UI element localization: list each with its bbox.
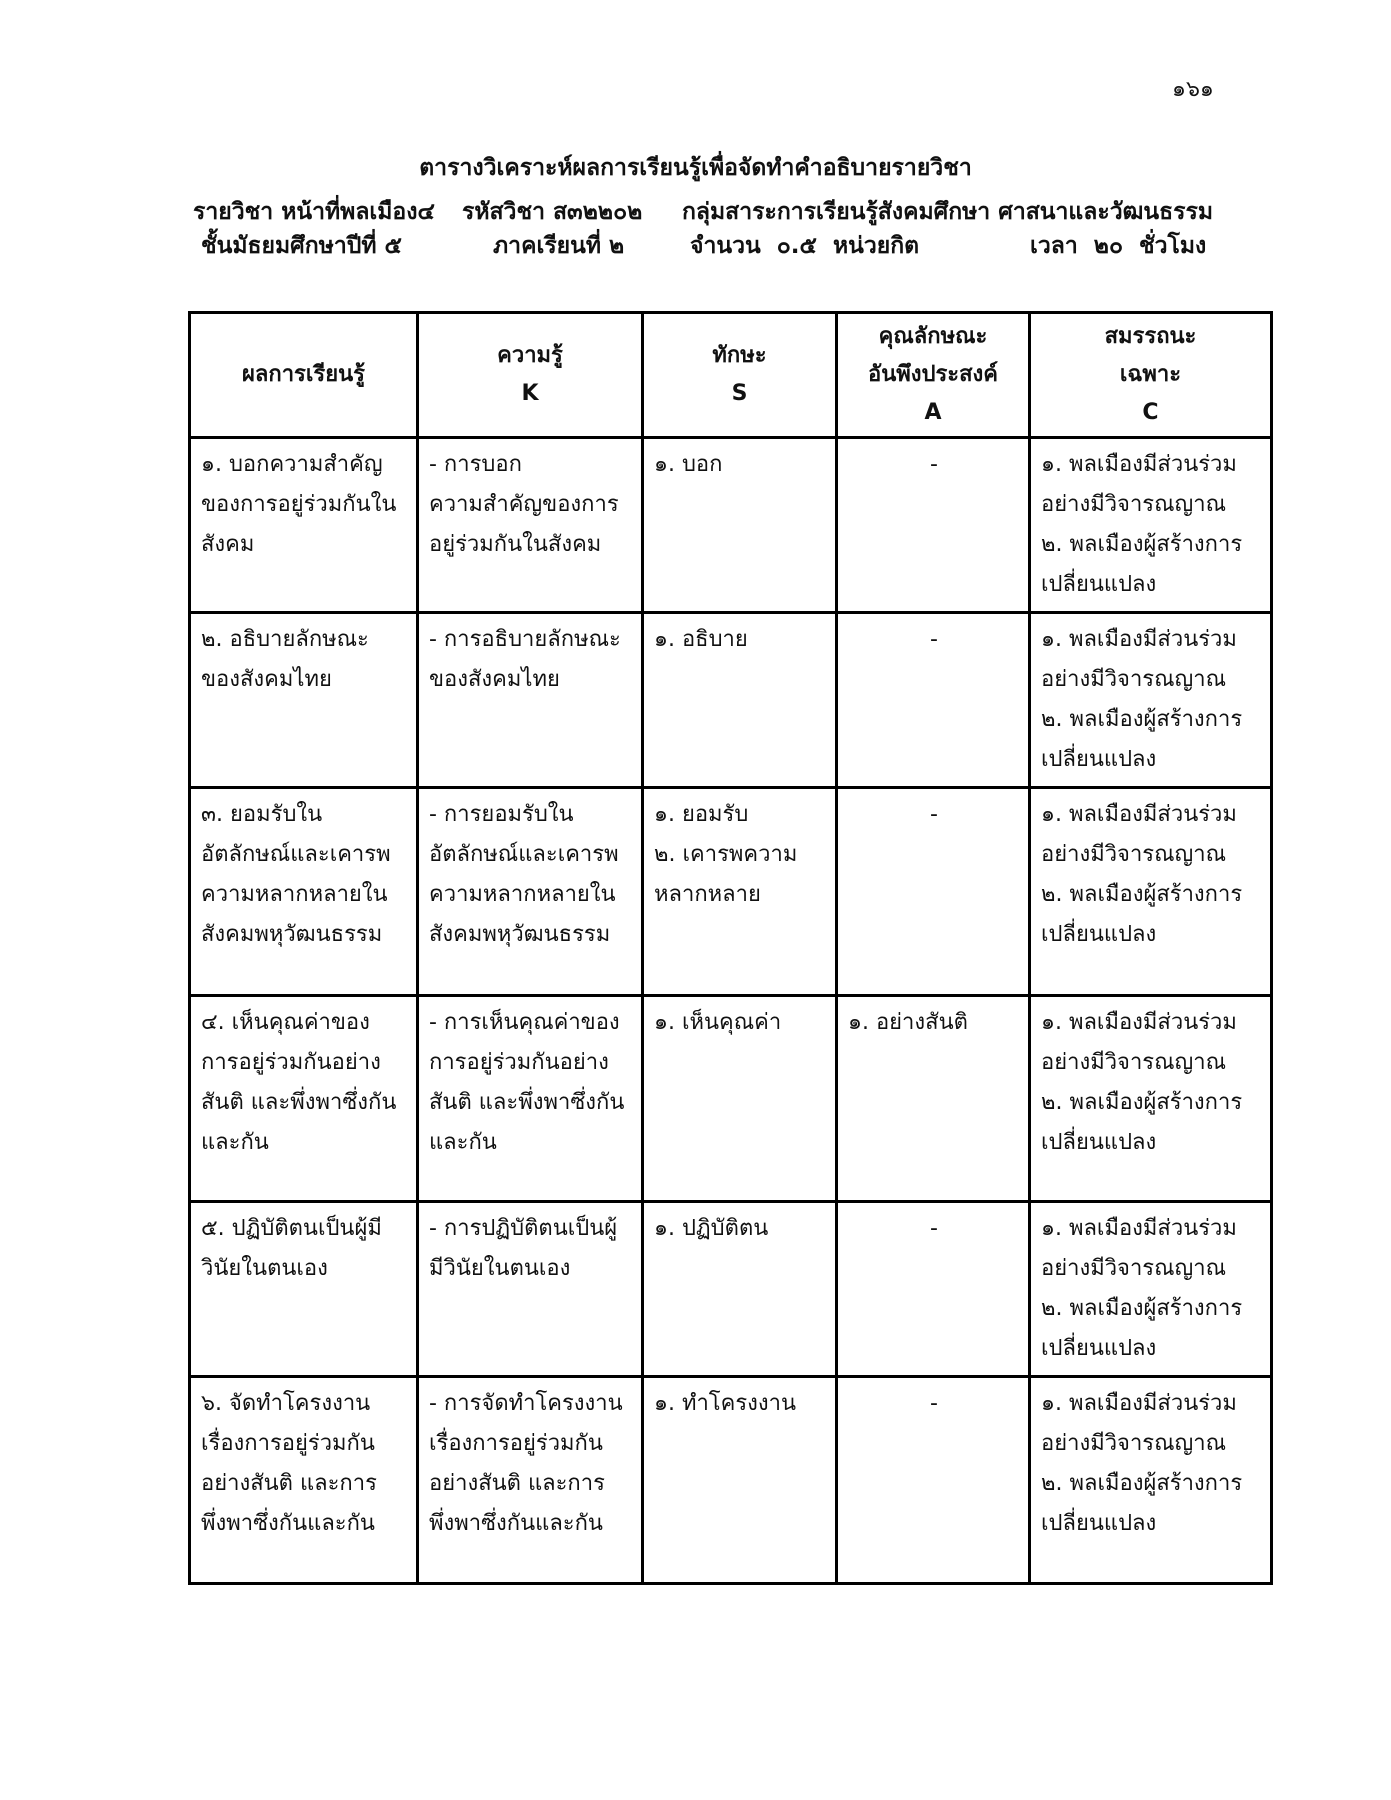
cell-text-line: อยู่ร่วมกันในสังคม — [429, 532, 602, 557]
cell-text-line: ๑. บอกความสำคัญ — [201, 452, 383, 477]
column-header-skill — [643, 313, 837, 438]
cell-text-line: ๑. เห็นคุณค่า — [654, 1010, 782, 1035]
cell-text-line: ๑. ปฏิบัติตน — [654, 1216, 769, 1241]
cell-text-line: อย่างมีวิจารณญาณ — [1041, 1050, 1227, 1075]
table-row — [190, 613, 1272, 788]
cell-text-line: เรื่องการอยู่ร่วมกัน — [429, 1431, 603, 1456]
cell-text-line: ผลการเรียนรู้ — [242, 362, 365, 387]
cell-text-line: ของการอยู่ร่วมกันใน — [201, 492, 397, 517]
cell-text-line: ๑. อธิบาย — [654, 627, 748, 652]
cell-text-line: พึ่งพาซึ่งกันและกัน — [429, 1511, 603, 1536]
cell-text-line: ความหลากหลายใน — [201, 882, 388, 907]
cell-text-line: ๑. ยอมรับ — [654, 802, 749, 827]
table-row — [190, 788, 1272, 996]
cell-text-line: - การอธิบายลักษณะ — [429, 627, 621, 652]
cell-text-line: ๒. พลเมืองผู้สร้างการ — [1041, 707, 1243, 732]
attribute-cell — [837, 438, 1030, 613]
outcome-cell — [190, 788, 418, 996]
cell-text-line: ๒. พลเมืองผู้สร้างการ — [1041, 532, 1243, 557]
cell-text-line: อย่างมีวิจารณญาณ — [1041, 1431, 1227, 1456]
grade-level: ชั้นมัธยมศึกษาปีที่ ๕ — [201, 233, 402, 259]
outcome-cell — [190, 438, 418, 613]
cell-text-line: อย่างสันติ และการ — [201, 1471, 377, 1496]
cell-text-line: ๑. พลเมืองมีส่วนร่วม — [1041, 452, 1237, 477]
cell-text-line: ๓. ยอมรับใน — [201, 802, 323, 827]
cell-text-line: อย่างมีวิจารณญาณ — [1041, 492, 1227, 517]
table-header-row — [190, 313, 1272, 438]
cell-text-line: อันพึงประสงค์ — [868, 362, 998, 387]
competency-cell — [1030, 438, 1272, 613]
cell-text-line: ทักษะ — [712, 343, 767, 368]
skill-cell — [643, 996, 837, 1202]
cell-text-line: คุณลักษณะ — [878, 324, 988, 349]
cell-text-line: พึ่งพาซึ่งกันและกัน — [201, 1511, 375, 1536]
attribute-cell — [837, 613, 1030, 788]
cell-text-line: ๕. ปฏิบัติตนเป็นผู้มี — [201, 1216, 382, 1241]
cell-text-line: การอยู่ร่วมกันอย่าง — [201, 1050, 381, 1075]
cell-text-line: เปลี่ยนแปลง — [1041, 1511, 1157, 1536]
cell-text-line: ของสังคมไทย — [429, 667, 560, 692]
cell-text-line: สังคมพหุวัฒนธรรม — [429, 922, 611, 947]
knowledge-cell — [418, 613, 643, 788]
cell-text-line: ๑. พลเมืองมีส่วนร่วม — [1041, 1216, 1237, 1241]
skill-cell — [643, 438, 837, 613]
attribute-cell — [837, 996, 1030, 1202]
cell-text-line: - การยอมรับใน — [429, 802, 574, 827]
cell-text-line: ๖. จัดทำโครงงาน — [201, 1391, 371, 1416]
semester: ภาคเรียนที่ ๒ — [493, 233, 625, 259]
cell-text-line: ๑. อย่างสันติ — [848, 1010, 968, 1035]
cell-text-line: อย่างมีวิจารณญาณ — [1041, 842, 1227, 867]
table-row — [190, 1377, 1272, 1584]
cell-text-line: ๒. พลเมืองผู้สร้างการ — [1041, 882, 1243, 907]
hours: เวลา ๒๐ ชั่วโมง — [1030, 233, 1207, 259]
cell-text-line: ๒. พลเมืองผู้สร้างการ — [1041, 1296, 1243, 1321]
cell-text-line: C — [1142, 400, 1159, 425]
cell-text-line: เฉพาะ — [1119, 362, 1182, 387]
subject-name: รายวิชา หน้าที่พลเมือง๔ — [193, 199, 435, 225]
cell-text-line: มีวินัยในตนเอง — [429, 1256, 571, 1281]
cell-text-line: ๑. พลเมืองมีส่วนร่วม — [1041, 1391, 1237, 1416]
knowledge-cell — [418, 1377, 643, 1584]
knowledge-cell — [418, 438, 643, 613]
cell-text-line: เรื่องการอยู่ร่วมกัน — [201, 1431, 375, 1456]
competency-cell — [1030, 1377, 1272, 1584]
cell-text-line: เปลี่ยนแปลง — [1041, 747, 1157, 772]
column-header-knowledge — [418, 313, 643, 438]
cell-text-line: อัตลักษณ์และเคารพ — [429, 842, 619, 867]
cell-text-line: - — [930, 627, 938, 652]
column-header-outcome — [190, 313, 418, 438]
cell-text-line: อย่างมีวิจารณญาณ — [1041, 667, 1227, 692]
cell-text-line: สันติ และพึ่งพาซึ่งกัน — [429, 1090, 625, 1115]
cell-text-line: เปลี่ยนแปลง — [1041, 572, 1157, 597]
cell-text-line: - การปฏิบัติตนเป็นผู้ — [429, 1216, 618, 1241]
knowledge-cell — [418, 788, 643, 996]
table-row — [190, 996, 1272, 1202]
competency-cell — [1030, 996, 1272, 1202]
cell-text-line: วินัยในตนเอง — [201, 1256, 328, 1281]
cell-text-line: - — [930, 1216, 938, 1241]
cell-text-line: - การบอก — [429, 452, 522, 477]
cell-text-line: ความสำคัญของการ — [429, 492, 619, 517]
cell-text-line: เปลี่ยนแปลง — [1041, 922, 1157, 947]
competency-cell — [1030, 1202, 1272, 1377]
skill-cell — [643, 788, 837, 996]
cell-text-line: - — [930, 452, 938, 477]
cell-text-line: อย่างมีวิจารณญาณ — [1041, 1256, 1227, 1281]
table-row — [190, 438, 1272, 613]
cell-text-line: - การจัดทำโครงงาน — [429, 1391, 623, 1416]
cell-text-line: เปลี่ยนแปลง — [1041, 1336, 1157, 1361]
cell-text-line: S — [731, 381, 748, 406]
learning-outcome-analysis-table — [188, 311, 1273, 1585]
attribute-cell — [837, 1202, 1030, 1377]
learning-area: กลุ่มสาระการเรียนรู้สังคมศึกษา ศาสนาและวัฒนธรรม — [682, 199, 1214, 225]
cell-text-line: ความรู้ — [497, 343, 563, 368]
competency-cell — [1030, 788, 1272, 996]
cell-text-line: ความหลากหลายใน — [429, 882, 616, 907]
outcome-cell — [190, 613, 418, 788]
outcome-cell — [190, 996, 418, 1202]
cell-text-line: ๑. บอก — [654, 452, 723, 477]
skill-cell — [643, 1202, 837, 1377]
cell-text-line: สมรรถนะ — [1104, 324, 1197, 349]
competency-cell — [1030, 613, 1272, 788]
cell-text-line: ๑. พลเมืองมีส่วนร่วม — [1041, 627, 1237, 652]
column-header-attribute — [837, 313, 1030, 438]
cell-text-line: A — [924, 400, 942, 425]
cell-text-line: ๑. พลเมืองมีส่วนร่วม — [1041, 1010, 1237, 1035]
knowledge-cell — [418, 1202, 643, 1377]
cell-text-line: ๔. เห็นคุณค่าของ — [201, 1010, 370, 1035]
knowledge-cell — [418, 996, 643, 1202]
cell-text-line: สังคมพหุวัฒนธรรม — [201, 922, 383, 947]
cell-text-line: K — [521, 381, 539, 406]
cell-text-line: - — [930, 802, 938, 827]
credits: จำนวน ๐.๕ หน่วยกิต — [690, 233, 920, 259]
cell-text-line: ๒. เคารพความ — [654, 842, 798, 867]
column-header-competency — [1030, 313, 1272, 438]
cell-text-line: สันติ และพึ่งพาซึ่งกัน — [201, 1090, 397, 1115]
cell-text-line: หลากหลาย — [654, 882, 761, 907]
document-title: ตารางวิเคราะห์ผลการเรียนรู้เพื่อจัดทำคำอธิบายรายวิชา — [419, 155, 972, 181]
cell-text-line: ของสังคมไทย — [201, 667, 332, 692]
cell-text-line: เปลี่ยนแปลง — [1041, 1130, 1157, 1155]
cell-text-line: ๒. พลเมืองผู้สร้างการ — [1041, 1471, 1243, 1496]
skill-cell — [643, 613, 837, 788]
cell-text-line: - — [930, 1391, 938, 1416]
cell-text-line: - การเห็นคุณค่าของ — [429, 1010, 620, 1035]
cell-text-line: การอยู่ร่วมกันอย่าง — [429, 1050, 609, 1075]
cell-text-line: และกัน — [429, 1130, 497, 1155]
attribute-cell — [837, 788, 1030, 996]
cell-text-line: ๑. ทำโครงงาน — [654, 1391, 797, 1416]
table-row — [190, 1202, 1272, 1377]
cell-text-line: ๑. พลเมืองมีส่วนร่วม — [1041, 802, 1237, 827]
outcome-cell — [190, 1202, 418, 1377]
skill-cell — [643, 1377, 837, 1584]
page-number: ๑๖๑ — [1172, 77, 1214, 102]
attribute-cell — [837, 1377, 1030, 1584]
cell-text-line: ๒. อธิบายลักษณะ — [201, 627, 369, 652]
subject-code: รหัสวิชา ส๓๒๒๐๒ — [462, 199, 643, 225]
cell-text-line: อย่างสันติ และการ — [429, 1471, 605, 1496]
cell-text-line: และกัน — [201, 1130, 269, 1155]
cell-text-line: อัตลักษณ์และเคารพ — [201, 842, 391, 867]
cell-text-line: สังคม — [201, 532, 255, 557]
outcome-cell — [190, 1377, 418, 1584]
cell-text-line: ๒. พลเมืองผู้สร้างการ — [1041, 1090, 1243, 1115]
